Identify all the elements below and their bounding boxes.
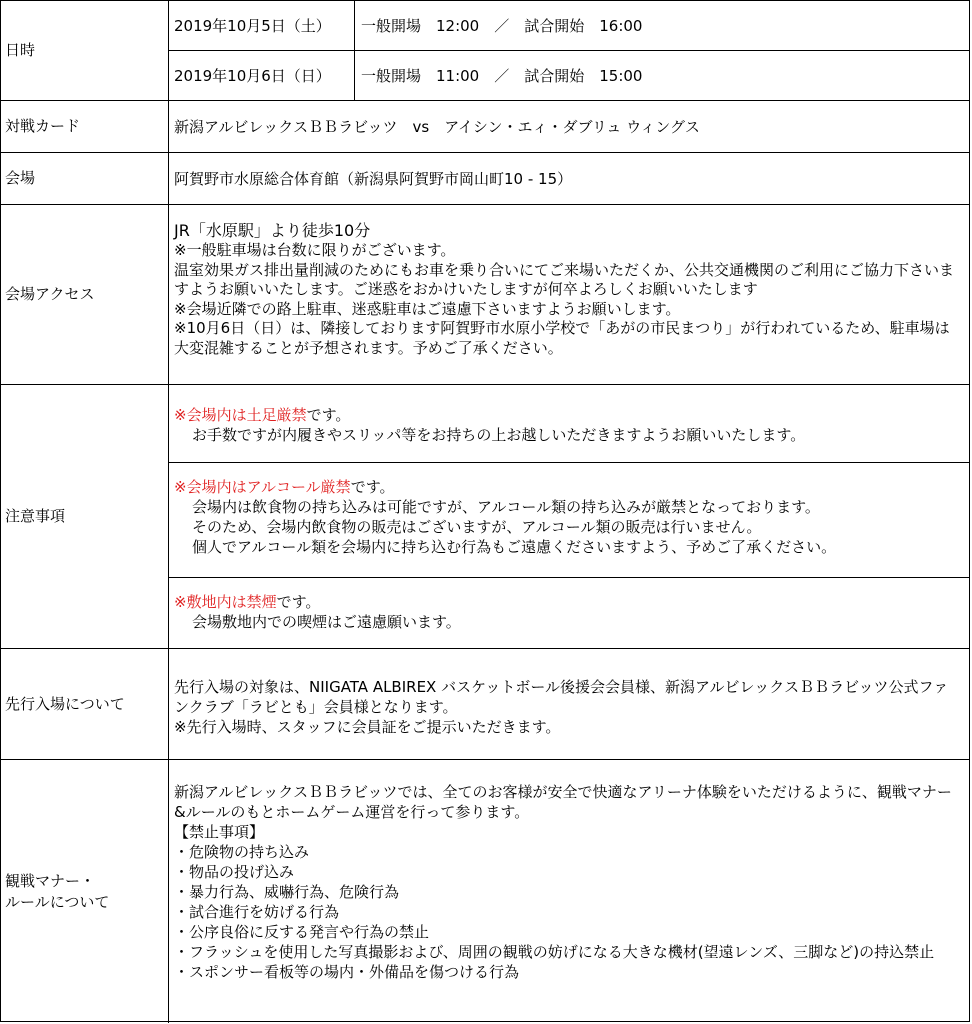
- label-access: 会場アクセス: [1, 205, 169, 384]
- access-content: [169, 221, 969, 358]
- note-3-emphasis: 敷地内は禁煙: [186, 593, 277, 611]
- date-2: 2019年10月6日（日）: [169, 51, 355, 100]
- row-access: [1, 205, 969, 385]
- matchup-text: 新潟アルビレックスＢＢラビッツ vs アイシン・エィ・ダブリュ ウィングス: [174, 117, 700, 136]
- manners-text: 新潟アルビレックスＢＢラビッツでは、全てのお客様が安全で快適なアリーナ体験をいただけるように、観戦マナー&ルールのもとホームゲーム運営を行って参ります。 【禁止事項】 ・危険物の持ち込み ・物品の投げ込み ・暴力行為、威嚇行為、危険行為 ・試合進行を妨げる行為 ・公序良俗に反する発言や行為の禁止 ・フラッシュを使用した写真撮影および、周囲の観戦の妨げになる大きな機材(望遠レンズ、三脚など)の持込禁止 ・スポンサー看板等の場内・外備品を傷つける行為: [174, 783, 952, 981]
- row-notes: [1, 385, 969, 649]
- row-matchup: [1, 101, 969, 153]
- note-1-text: [169, 405, 805, 445]
- access-headline: JR「水原駅」より徒歩10分: [174, 221, 371, 240]
- value-datetime: [169, 1, 969, 100]
- label-matchup: 対戦カード: [1, 101, 169, 152]
- note-2-line-1: 会場内は飲食物の持ち込みは可能ですが、アルコール類の持ち込みが厳禁となっております。: [192, 498, 820, 516]
- time-1: 一般開場 12:00 ／ 試合開始 16:00: [361, 17, 643, 35]
- label-datetime: 日時: [1, 1, 169, 100]
- value-matchup-cell: [169, 101, 969, 152]
- note-3-text: [169, 592, 461, 632]
- value-access-cell: [169, 205, 969, 384]
- value-venue-cell: [169, 153, 969, 204]
- row-early-entry: [1, 649, 969, 760]
- venue-text: 阿賀野市水原総合体育館（新潟県阿賀野市岡山町10 - 15）: [174, 169, 573, 188]
- note-1-line-1: お手数ですが内履きやスリッパ等をお持ちの上お越しいただきますようお願いいたします。: [192, 426, 806, 444]
- date-1: 2019年10月5日（土）: [169, 1, 355, 50]
- value-early-entry-cell: [169, 649, 969, 759]
- row-venue: [1, 153, 969, 205]
- note-3-prefix: ※: [174, 593, 187, 611]
- note-item-3: [169, 578, 969, 648]
- datetime-row-1: [169, 1, 969, 51]
- value-notes-cell: [169, 385, 969, 648]
- note-3-suffix: です。: [276, 593, 321, 611]
- label-venue: 会場: [1, 153, 169, 204]
- row-manners: [1, 760, 969, 1023]
- datetime-row-2: [169, 51, 969, 100]
- time-2: 一般開場 11:00 ／ 試合開始 15:00: [361, 67, 643, 85]
- note-2-prefix: ※: [174, 478, 187, 496]
- note-item-2: [169, 463, 969, 578]
- row-datetime: [1, 1, 969, 101]
- early-entry-text: 先行入場の対象は、NIIGATA ALBIREX バスケットボール後援会会員様、新潟アルビレックスＢＢラビッツ公式ファンクラブ「ラビとも」会員様となります。 ※先行入場時、スタッフに会員証をご提示いただきます。: [174, 678, 949, 736]
- value-manners-cell: [169, 760, 969, 1023]
- label-early-entry: 先行入場について: [1, 649, 169, 759]
- label-notes: 注意事項: [1, 385, 169, 648]
- note-2-line-2: そのため、会場内飲食物の販売はございますが、アルコール類の販売は行いません。: [192, 518, 762, 536]
- note-1-emphasis: 会場内は土足厳禁: [186, 406, 307, 424]
- note-1-suffix: です。: [306, 406, 351, 424]
- note-2-suffix: です。: [350, 478, 395, 496]
- note-2-line-3: 個人でアルコール類を会場内に持ち込む行為もご遠慮くださいますよう、予めご了承ください。: [192, 538, 837, 556]
- note-1-prefix: ※: [174, 406, 187, 424]
- note-2-text: [169, 477, 836, 557]
- label-manners: 観戦マナー・ ルールについて: [1, 760, 169, 1023]
- note-item-1: [169, 385, 969, 463]
- note-2-emphasis: 会場内はアルコール厳禁: [186, 478, 351, 496]
- note-3-line-1: 会場敷地内での喫煙はご遠慮願います。: [192, 613, 461, 631]
- access-body: ※一般駐車場は台数に限りがございます。 温室効果ガス排出量削減のためにもお車を乗り合いにてご来場いただくか、公共交通機関のご利用にご協力下さいますようお願いいたします。ご迷惑をおかけいたしますが何卒よろしくお願いいたします ※会場近隣での路上駐車、迷惑駐車はご遠慮下さいますようお願いします。 ※10月6日（日）は、隣接しております阿賀野市水原小学校で「あがの市民まつり」が行われているため、駐車場は大変混雑することが予想されます。予めご了承ください。: [174, 241, 955, 357]
